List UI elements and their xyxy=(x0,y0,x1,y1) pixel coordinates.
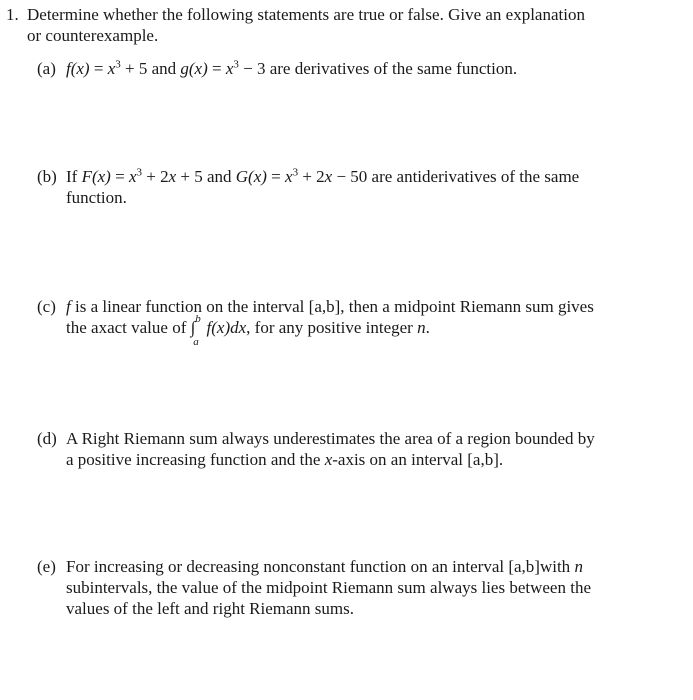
math-G-of-x: G(x) xyxy=(235,167,267,186)
part-b-line-2: function. xyxy=(66,188,127,207)
math-n: n xyxy=(574,557,583,576)
part-d-label: (d) xyxy=(37,429,57,448)
part-e-line-1: For increasing or decreasing nonconstant function on an interval [a,b]with n xyxy=(66,557,583,576)
part-c-text xyxy=(66,296,647,348)
part-d-line-2: a positive increasing function and the x-axis on an interval [a,b]. xyxy=(66,450,504,469)
exponent: 3 xyxy=(233,58,239,71)
math-x: x xyxy=(107,59,116,78)
math-f: f xyxy=(66,297,71,316)
problem-number: 1. xyxy=(6,5,19,24)
intro-line-2: or counterexample. xyxy=(27,26,159,45)
part-c-line-1: f is a linear function on the interval [a,b], then a midpoint Riemann sum gives xyxy=(66,297,594,316)
part-e-line-2: subintervals, the value of the midpoint Riemann sum always lies between the xyxy=(66,578,591,597)
math-n: n xyxy=(417,318,426,337)
part-c-line-2: the axact value of ∫ b a f(x)dx, for any positive integer n. xyxy=(66,313,430,348)
math-x: x xyxy=(225,59,234,78)
part-c-label: (c) xyxy=(37,297,56,316)
part-a-label: (a) xyxy=(37,59,56,78)
math-f-of-x: f(x) xyxy=(66,59,90,78)
math-g-of-x: g(x) xyxy=(180,59,208,78)
part-e-label: (e) xyxy=(37,557,56,576)
exponent: 3 xyxy=(292,166,299,179)
integral-sign: ∫ xyxy=(190,318,196,337)
math-x: x xyxy=(128,167,137,186)
math-x: x xyxy=(324,450,333,469)
part-d xyxy=(37,428,647,470)
exponent: 3 xyxy=(136,166,142,179)
math-x: x xyxy=(324,167,333,186)
part-a-text: $f(x) = x^3 + 5$ and $g(x) = x^3 - 3$ are derivatives of the same function. xyxy=(66,58,518,78)
part-e-text xyxy=(66,556,647,619)
part-e-line-3: values of the left and right Riemann sums. xyxy=(66,599,354,618)
part-b xyxy=(37,166,647,208)
part-c xyxy=(37,296,647,348)
part-a xyxy=(37,58,647,79)
math-x: x xyxy=(168,167,177,186)
part-b-label: (b) xyxy=(37,167,57,186)
intro-line-1: Determine whether the following statements are true or false. Give an explanation xyxy=(27,5,585,24)
exponent: 3 xyxy=(115,58,121,71)
part-d-text xyxy=(66,428,647,470)
math-F-of-x: F(x) xyxy=(81,167,111,186)
part-b-text xyxy=(66,166,647,208)
part-b-line-1: If $F(x) = x^3 + 2x + 5$ and $G(x) = x^3 + 2x - 50$ are antiderivatives of the same xyxy=(66,166,580,186)
part-d-line-1: A Right Riemann sum always underestimates the area of a region bounded by xyxy=(66,429,595,448)
math-x: x xyxy=(285,167,293,186)
integrand: f(x)dx xyxy=(206,318,247,337)
problem-intro xyxy=(27,4,677,46)
part-e xyxy=(37,556,647,619)
